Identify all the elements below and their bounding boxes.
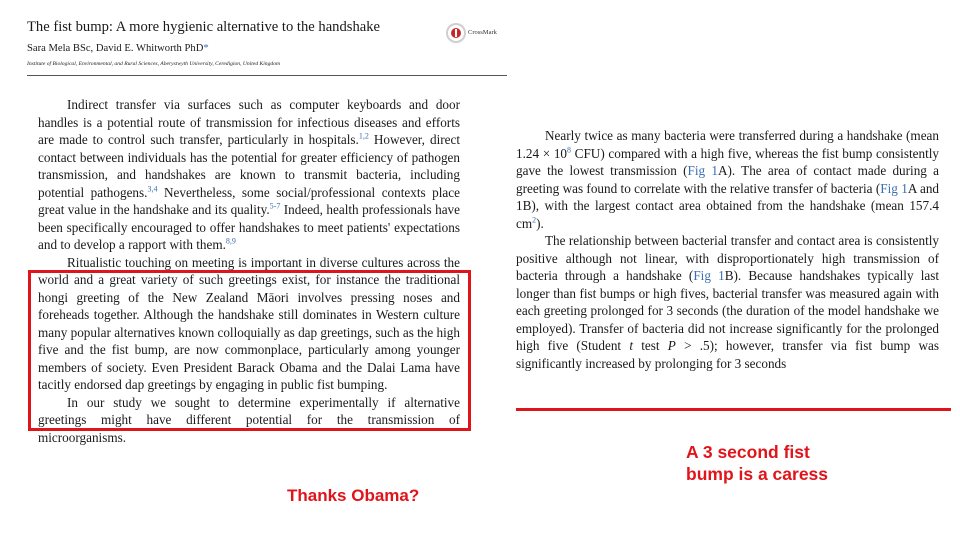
text-run: Nearly twice as many bacteria were transferred during a handshake (mean 1.24 × 10	[516, 128, 939, 161]
text-run: The relationship between bacterial transfer and contact area is consistently positive although not linear, with disproportionately high transmission of bacteria through a handshake (	[516, 233, 939, 283]
text-run: B). Because handshakes typically last longer than fist bumps or high fives, bacterial transfer was measured again with each greeting prolonged for 3 seconds (the duration of the model handshake we employed). Transfer of bacteria did not increase significantly for the prolonged high five (Student	[516, 268, 940, 353]
annotation-caress-line-2: bump is a caress	[686, 464, 829, 484]
intro-paragraph-1	[38, 96, 460, 254]
citation-ref[interactable]: 1,2	[358, 131, 369, 141]
text-run: A). The area of contact made during a greeting was found to correlate with the relative transfer of bacteria (	[516, 163, 939, 196]
text-run: test	[633, 338, 668, 353]
figure-link[interactable]: Fig 1	[880, 180, 908, 196]
paper-title: The fist bump: A more hygienic alternative to the handshake	[27, 19, 380, 35]
crossmark-label: CrossMark	[468, 29, 497, 36]
figure-link[interactable]: Fig 1	[687, 163, 718, 178]
annotation-thanks-obama: Thanks Obama?	[287, 486, 420, 505]
annotation-caress	[686, 441, 828, 485]
crossmark-badge[interactable]	[446, 23, 510, 49]
intro-paragraph-2: Ritualistic touching on meeting is important in diverse cultures across the world and a great variety of such greetings exist, for instance the traditional hongi greeting of the New Zealand Māori involves pressing noses and foreheads together. Although the handshake still dominates in Western culture many popular alternatives known colloquially as dap greetings, such as the high five and the fist bump, are now commonplace, particularly among younger members of society. Even President Barack Obama and the Dalai Lama have tacitly endorsed dap greetings by engaging in public fist bumping.	[38, 254, 460, 392]
citation-ref[interactable]: 5-7	[269, 201, 281, 211]
citation-ref[interactable]: 2	[532, 215, 537, 225]
text-run: CFU) compared with a high five, whereas the fist bump consistently gave the lowest transmission (	[516, 145, 939, 178]
header-divider	[27, 75, 507, 76]
highlight-underline	[516, 408, 951, 411]
text-run: > .5); however, transfer via fist bump was significantly increased by prolonging for 3 seconds	[516, 338, 939, 371]
citation-ref[interactable]: 8,9	[225, 236, 236, 246]
results-paragraph-2	[516, 232, 939, 372]
results-paragraph-1	[516, 127, 939, 232]
text-run: However, direct contact between individuals has the potential for greater efficiency of pathogen transmission, and handshakes are known to transmit bacteria, including potential pathogens.	[38, 132, 460, 200]
paper-header	[27, 18, 507, 68]
intro-paragraph-3: In our study we sought to determine experimentally if alternative greetings might have different potential for the transmission of microorganisms.	[38, 394, 460, 445]
corresponding-author-mark[interactable]: *	[203, 43, 209, 54]
crossmark-icon	[446, 23, 466, 43]
citation-ref[interactable]: 3,4	[147, 184, 158, 194]
text-run: ).	[536, 215, 544, 231]
paper-affiliation: Institute of Biological, Environmental, and Rural Sciences, Aberystwyth University, Ceredigion, United Kingdom	[27, 61, 281, 67]
italic-symbol: t	[629, 338, 633, 353]
right-text-column	[516, 127, 939, 372]
text-run: A and 1B), with the largest contact area obtained from the handshake (mean 157.4 cm	[516, 180, 940, 231]
text-run: Indirect transfer via surfaces such as computer keyboards and door handles is a potential route of transmission for infectious diseases and efforts are made to control such transfer, particularly in hospitals.	[38, 97, 460, 147]
citation-ref[interactable]: 8	[567, 145, 572, 155]
figure-link[interactable]: Fig 1	[693, 268, 725, 283]
paper-authors	[27, 42, 507, 55]
author-names: Sara Mela BSc, David E. Whitworth PhD	[27, 43, 204, 54]
text-run: Nevertheless, some social/professional contexts place great value in the handshake and its quality.	[38, 184, 460, 217]
annotation-caress-line-1: A 3 second fist	[686, 442, 810, 462]
text-run: Indeed, health professionals have been specifically encouraged to offer handshakes to meet patients' expectations and to develop a rapport with them.	[38, 202, 460, 252]
italic-symbol: P	[667, 338, 676, 353]
highlight-box	[28, 270, 471, 431]
